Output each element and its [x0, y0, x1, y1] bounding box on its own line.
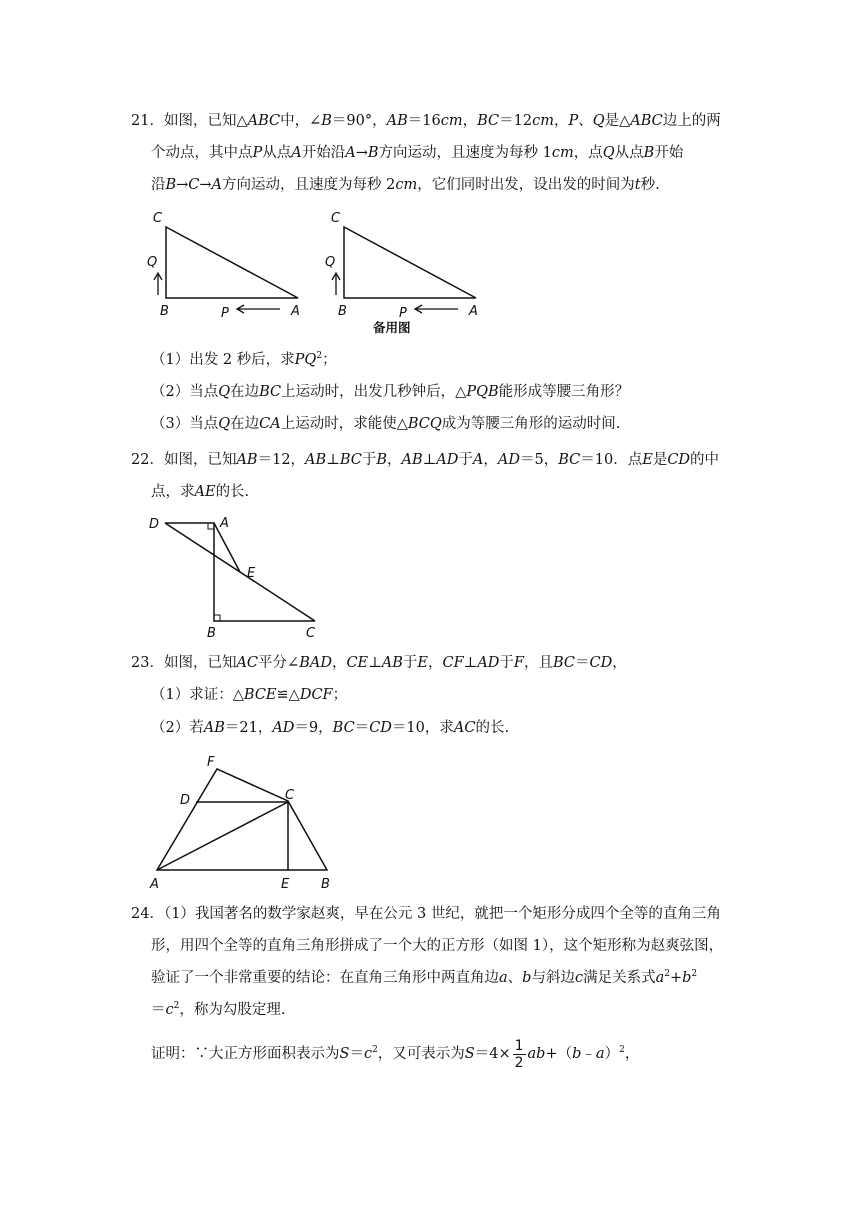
q23-sub-1: （1）求证：△BCE≌△DCF； [151, 687, 348, 703]
q21-figures [140, 205, 500, 340]
label-P: P [221, 306, 229, 321]
q22-figure [140, 510, 340, 645]
label-E: E [281, 877, 290, 892]
q21-figure-main [147, 211, 300, 321]
label-A-spare: A [469, 304, 478, 319]
q23-line-1: 23．如图，已知AC平分∠BAD，CE⊥AB于E，CF⊥AD于F，且BC＝CD， [131, 655, 627, 671]
label-B: B [207, 626, 216, 641]
label-B: B [321, 877, 330, 892]
q22-line-2: 点，求AE的长. [151, 484, 250, 500]
q24-line-1: 24．（1）我国著名的数学家赵爽，早在公元 3 世纪，就把一个矩形分成四个全等的直角三角 [131, 906, 721, 922]
right-angle-a [208, 523, 214, 529]
q21-sub-1: （1）出发 2 秒后，求$PQ^2$； [151, 351, 337, 368]
label-A: A [150, 877, 159, 892]
q21-line-1: 21．如图，已知△ABC中，∠B＝90°，AB＝16cm，BC＝12cm，P、Q是△ABC边上的两 [131, 113, 721, 129]
label-Q: Q [147, 255, 158, 270]
label-A: A [291, 304, 300, 319]
q21-line-2: 个动点，其中点P从点A开始沿A→B方向运动，且速度为每秒 1cm，点Q从点B开始 [151, 145, 684, 161]
quad-afcb [157, 769, 327, 870]
q24-line-2: 形，用四个全等的直角三角形拼成了一个大的正方形（如图 1），这个矩形称为赵爽弦图， [151, 938, 724, 954]
label-C: C [306, 626, 316, 641]
q21-line-3: 沿B→C→A方向运动，且速度为每秒 2cm，它们同时出发，设出发的时间为t秒. [151, 177, 660, 193]
label-B: B [160, 304, 169, 319]
right-angle-b [214, 615, 220, 621]
q22-line-1: 22．如图，已知AB＝12，AB⊥BC于B，AB⊥AD于A，AD＝5，BC＝10．点E是CD的中 [131, 452, 720, 468]
q24-line-4: $=c^2$，称为勾股定理. [151, 1001, 286, 1018]
label-D: D [149, 517, 160, 532]
fraction-one-half: $\frac{1}{2}$ [514, 1037, 524, 1071]
label-C: C [285, 788, 295, 803]
q23-figure [140, 752, 350, 892]
triangle-abc-spare [344, 227, 476, 298]
label-E: E [247, 566, 256, 581]
q23-sub-2: （2）若AB＝21，AD＝9，BC＝CD＝10，求AC的长. [151, 720, 510, 736]
label-F: F [207, 755, 215, 770]
label-C-spare: C [331, 211, 341, 226]
label-C: C [153, 211, 163, 226]
q21-sub-2: （2）当点Q在边BC上运动时，出发几秒钟后，△PQB能形成等腰三角形？ [151, 384, 630, 400]
label-Q-spare: Q [325, 255, 336, 270]
label-D: D [180, 793, 191, 808]
q21-figure-spare [325, 211, 478, 335]
label-B-spare: B [338, 304, 347, 319]
triangle-abc [166, 227, 298, 298]
q21-sub-3: （3）当点Q在边CA上运动时，求能使△BCQ成为等腰三角形的运动时间. [151, 416, 621, 432]
figure-caption: 备用图 [373, 320, 411, 335]
q24-proof-line: 证明：∵大正方形面积表示为$S=c^2$，又可表示为S＝4× $\frac{1}{2}$ ab+（b﹣a）$^2$， [151, 1037, 640, 1071]
label-P-spare: P [399, 306, 407, 321]
q24-line-3: 验证了一个非常重要的结论：在直角三角形中两直角边a、b与斜边c满足关系式$a^2+b^2$ [151, 969, 698, 986]
label-A: A [220, 516, 229, 531]
